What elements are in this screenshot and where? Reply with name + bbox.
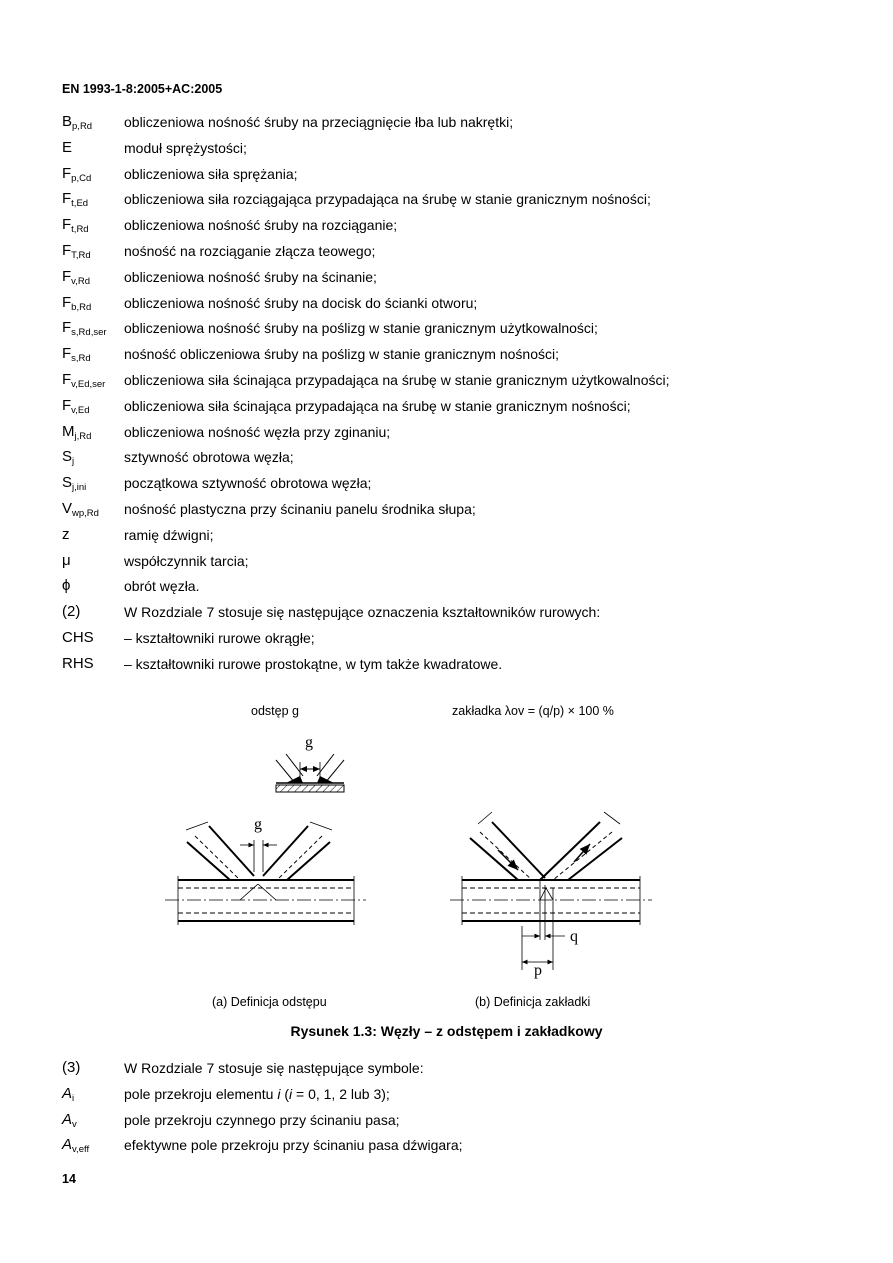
subcaption-a: (a) Definicja odstępu [212,995,327,1009]
symbol: RHS [62,654,94,672]
definition: pole przekroju czynnego przy ścinaniu pasa; [124,1111,400,1128]
definition: początkowa sztywność obrotowa węzła; [124,475,372,492]
definition: obliczeniowa nośność węzła przy zginaniu; [124,423,391,440]
definition: obliczeniowa nośność śruby na przeciągnięcie łba lub nakrętki; [124,114,514,130]
definition-row [62,419,842,445]
definition: obliczeniowa siła rozciągająca przypadająca na śrubę w stanie granicznym nośności; [124,191,651,208]
document-header: EN 1993-1-8:2005+AC:2005 [62,82,223,96]
symbol: $F_{s,Rd,ser}$ [62,319,107,339]
definition: obliczeniowa nośność śruby na poślizg w stanie granicznym użytkowalności; [124,320,598,337]
subcaption-b: (b) Definicja zakładki [475,995,591,1009]
symbol: $F_{t,Ed}$ [62,190,89,210]
symbol: $S_{j,ini}$ [62,474,87,494]
definition-row [62,1132,842,1158]
definition-row [62,625,842,651]
symbol-list-2 [62,1055,842,1158]
joints-diagram [0,690,893,1030]
definition-row [62,109,842,135]
symbol: $S_j$ [62,448,75,468]
symbol: ϕ [62,577,71,595]
definition: obliczeniowa siła ścinająca przypadająca na śrubę w stanie granicznym użytkowalności; [124,371,670,388]
definition: nośność plastyczna przy ścinaniu panelu środnika słupa; [124,500,476,517]
definition-row [62,367,842,393]
definition-row [62,1107,842,1133]
definition: obliczeniowa nośność śruby na ścinanie; [124,268,377,285]
p-label: p [534,962,542,979]
overlap-joint [450,812,652,970]
overlap-label: zakładka λov = (q/p) × 100 % [452,704,614,718]
definition: współczynnik tarcia; [124,552,249,569]
definition: nośność obliczeniowa śruby na poślizg w stanie granicznym nośności; [124,346,559,363]
symbol: $F_{t,Rd}$ [62,216,89,236]
figure-1-3 [0,690,893,1030]
g-label-joint: g [254,816,262,833]
gap-label: odstęp g [251,704,299,718]
definition-row [62,186,842,212]
symbol: E [62,138,73,156]
definition: nośność na rozciąganie złącza teowego; [124,242,376,259]
definition: W Rozdziale 7 stosuje się następujące oznaczenia kształtowników rurowych: [124,604,601,621]
definition: sztywność obrotowa węzła; [124,449,294,466]
definition-row [62,212,842,238]
symbol: $F_{s,Rd}$ [62,345,91,365]
definition-row [62,651,842,677]
definition-row [62,573,842,599]
symbol: $F_{v,Ed}$ [62,396,90,416]
q-label: q [570,928,578,945]
definition-row [62,238,842,264]
definition-row [62,444,842,470]
symbol: $F_{b,Rd}$ [62,293,92,313]
definition-row [62,315,842,341]
definition-row [62,599,842,625]
definition: pole przekroju elementu i (i = 0, 1, 2 lub 3); [124,1085,390,1102]
symbol: $M_{j,Rd}$ [62,422,92,442]
definition-row [62,161,842,187]
symbol: $F_{T,Rd}$ [62,241,91,261]
symbol: $F_{v,Rd}$ [62,267,91,287]
definition: obliczeniowa nośność śruby na rozciąganie; [124,217,398,234]
definition-row [62,341,842,367]
page-number: 14 [62,1172,76,1186]
definition-row [62,135,842,161]
symbol: $A_{v,eff}$ [62,1136,90,1156]
definition-row [62,548,842,574]
definition: – kształtowniki rurowe prostokątne, w tym także kwadratowe. [124,655,503,672]
definition-row [62,522,842,548]
definition-row [62,1081,842,1107]
symbol: μ [62,551,71,569]
definition: obliczeniowa siła sprężania; [124,165,298,182]
definition: ramię dźwigni; [124,526,214,543]
definition-row [62,1055,842,1081]
gap-joint [165,822,366,925]
definition-row [62,264,842,290]
definition-row [62,470,842,496]
definition: efektywne pole przekroju przy ścinaniu pasa dźwigara; [124,1137,463,1154]
symbol-list [62,109,842,677]
symbol: $F_{v,Ed,ser}$ [62,370,106,390]
symbol: $V_{wp,Rd}$ [62,499,99,519]
definition: obliczeniowa siła ścinająca przypadająca na śrubę w stanie granicznym nośności; [124,397,631,414]
definition: – kształtowniki rurowe okrągłe; [124,629,315,646]
symbol: z [62,525,70,543]
definition-row [62,496,842,522]
symbol: (2) [62,603,81,621]
definition: moduł sprężystości; [124,139,247,156]
definition: obliczeniowa nośność śruby na docisk do ścianki otworu; [124,294,478,311]
paragraph-number: (3) [62,1059,81,1076]
definition: obrót węzła. [124,578,200,595]
symbol: CHS [62,628,94,646]
definition-row [62,290,842,316]
figure-caption: Rysunek 1.3: Węzły – z odstępem i zakładkowy [290,1023,603,1039]
g-label-top: g [305,734,313,751]
paragraph-text: W Rozdziale 7 stosuje się następujące symbole: [124,1060,424,1076]
symbol: $F_{p,Cd}$ [62,164,92,184]
symbol: $B_{p,Rd}$ [62,113,93,132]
gap-detail [276,754,344,792]
definition-row [62,393,842,419]
symbol: $A_i$ [62,1084,75,1104]
symbol: $A_v$ [62,1110,77,1130]
